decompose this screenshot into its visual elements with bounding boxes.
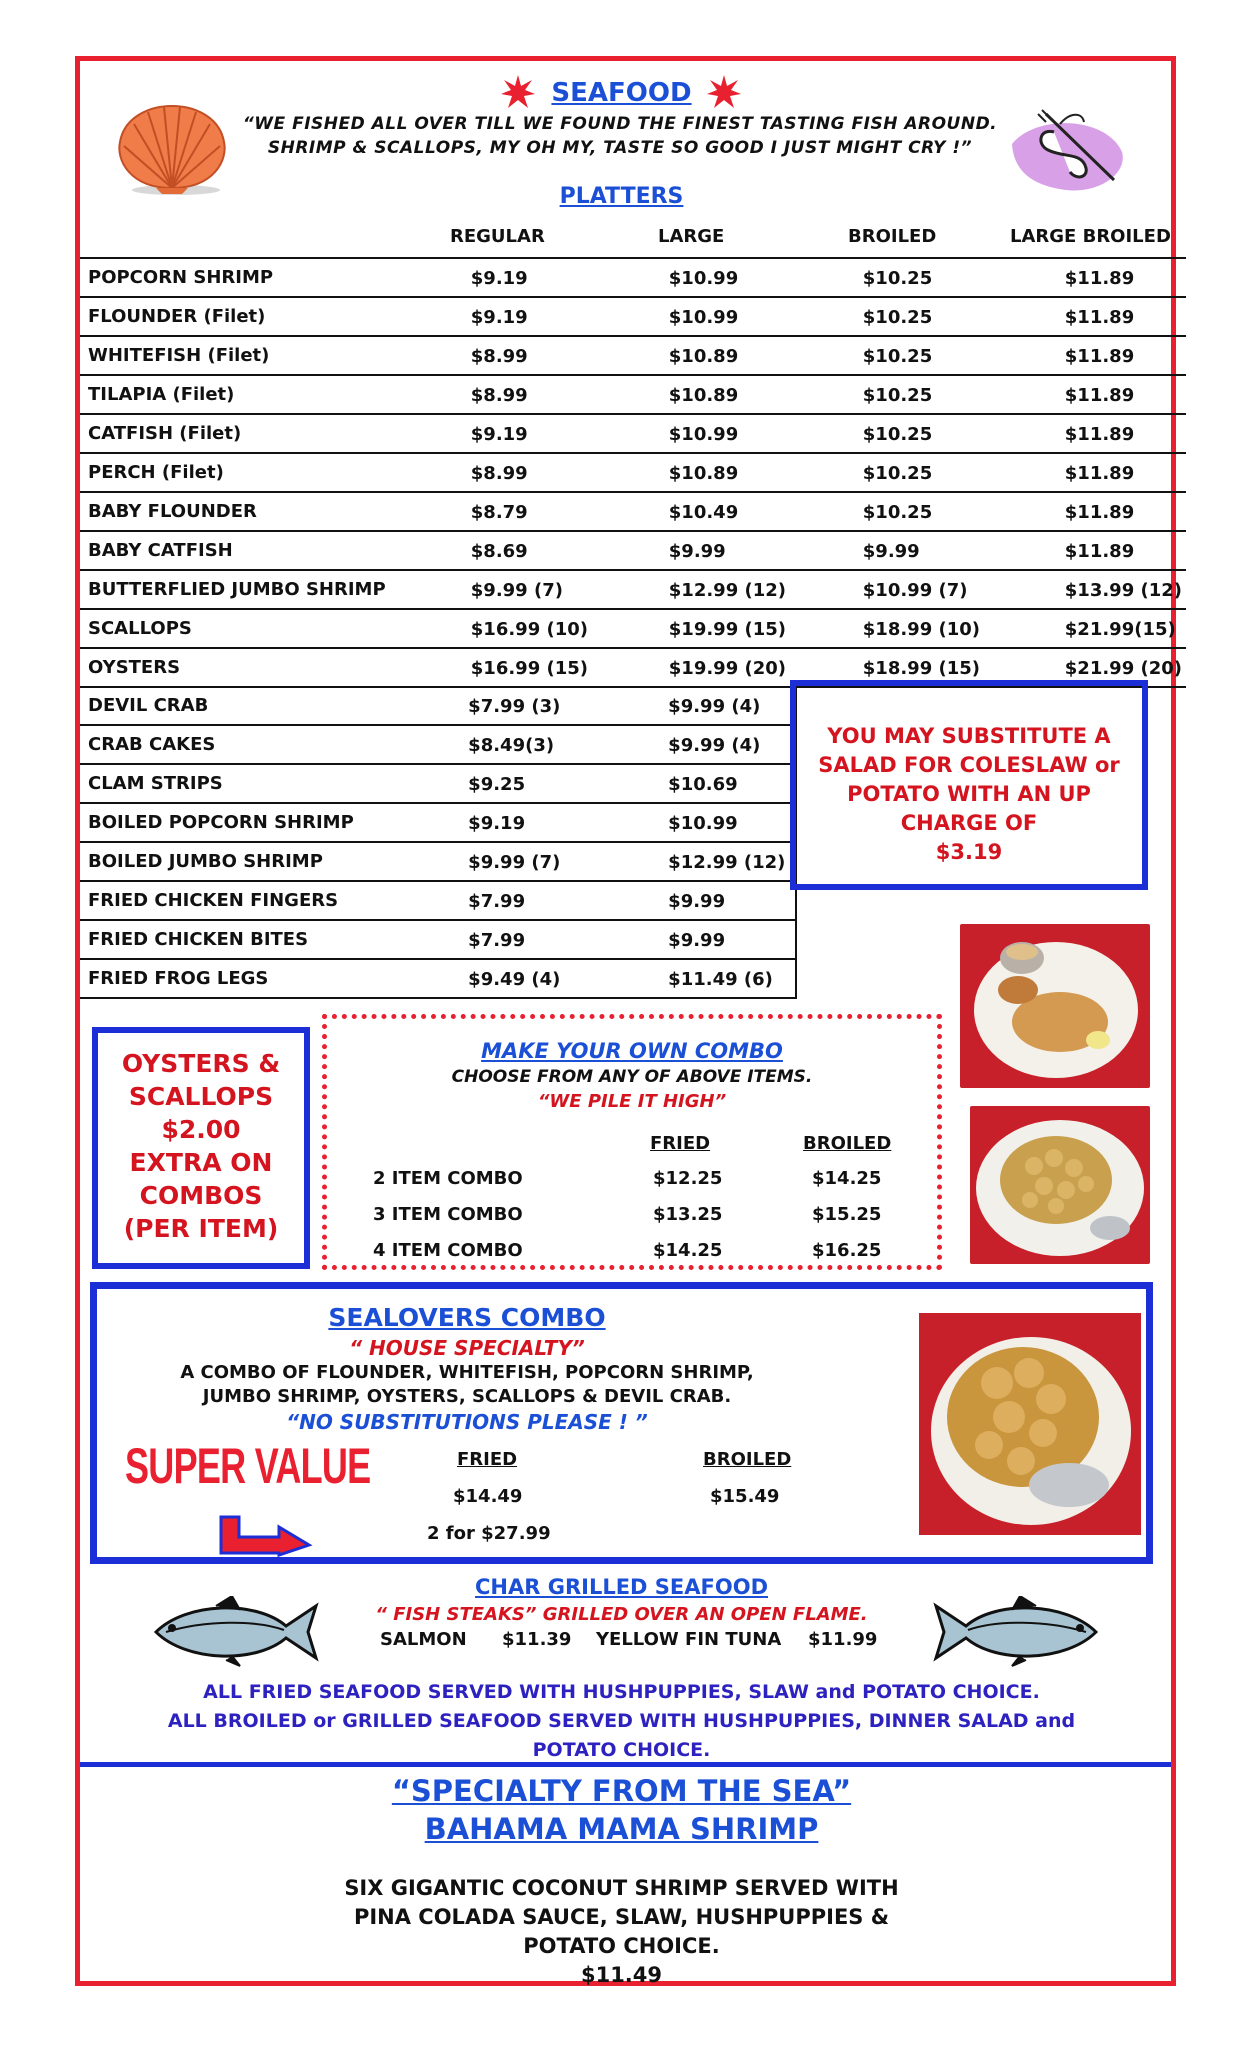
table-row [80,492,1186,531]
price-broiled: $10.25 [862,385,933,406]
price-large-broiled: $11.89 [1064,463,1135,484]
combo-title: MAKE YOUR OWN COMBO [481,1039,783,1063]
price-large-broiled: $21.99(15) [1064,619,1176,640]
item-name: BABY CATFISH [80,531,453,570]
price-regular: $9.19 [468,813,526,834]
bahama-mama-title: BAHAMA MAMA SHRIMP [424,1812,819,1846]
table-row [80,803,796,842]
table-row [80,336,1186,375]
price-regular: $9.49 (4) [468,969,561,990]
item-name: FRIED CHICKEN FINGERS [80,881,450,920]
combo-col-fried: FRIED [650,1133,711,1154]
sealovers-col-fried: FRIED [457,1449,518,1470]
price-broiled: $10.25 [862,268,933,289]
price-broiled: $9.99 [862,541,920,562]
price-large: $10.89 [668,463,739,484]
grilled-title: CHAR GRILLED SEAFOOD [475,1575,768,1599]
price-broiled: $18.99 (10) [862,619,980,640]
sealovers-note: “NO SUBSTITUTIONS PLEASE ! ” [286,1410,648,1434]
price-regular: $9.25 [468,774,526,795]
price-large: $9.99 (4) [668,696,761,717]
combo-fried-price: $13.25 [653,1204,723,1225]
photo-fish-platter [960,924,1150,1088]
price-large-broiled: $11.89 [1064,424,1135,445]
item-name: CLAM STRIPS [80,764,450,803]
price-large-broiled: $13.99 (12) [1064,580,1182,601]
price-regular: $7.99 [468,930,526,951]
specialty-desc-3: POTATO CHOICE. [523,1934,720,1958]
sealovers-specialty: “ HOUSE SPECIALTY” [349,1336,585,1360]
price-regular: $9.99 (7) [468,852,561,873]
price-regular: $8.99 [470,346,528,367]
section-platters-title: PLATTERS [559,184,684,209]
combo-col-broiled: BROILED [803,1133,892,1154]
price-broiled: $10.25 [862,424,933,445]
price-regular: $16.99 (10) [470,619,588,640]
item-name: FRIED FROG LEGS [80,959,450,998]
price-broiled: $10.25 [862,307,933,328]
item-name: PERCH (Filet) [80,453,453,492]
sealovers-deal: 2 for $27.99 [427,1523,551,1544]
combo-name: 4 ITEM COMBO [373,1240,523,1261]
table-row [80,570,1186,609]
price-regular: $7.99 [468,891,526,912]
price-regular: $8.79 [470,502,528,523]
combo-broiled-price: $14.25 [812,1168,882,1189]
price-regular: $8.49(3) [468,735,555,756]
price-large: $19.99 (15) [668,619,786,640]
shrimp-fork-icon [1006,104,1128,196]
price-regular: $9.99 (7) [470,580,563,601]
sealovers-desc-2: JUMBO SHRIMP, OYSTERS, SCALLOPS & DEVIL CRAB. [202,1386,732,1407]
salmon-price: $11.39 [502,1629,572,1650]
item-name: CATFISH (Filet) [80,414,453,453]
price-large: $10.99 [668,424,739,445]
item-name: BOILED POPCORN SHRIMP [80,803,450,842]
photo-popcorn-shrimp [970,1106,1150,1264]
price-large-broiled: $11.89 [1064,346,1135,367]
served-note-2: ALL BROILED or GRILLED SEAFOOD SERVED WITH HUSHPUPPIES, DINNER SALAD and [167,1710,1076,1732]
combo-broiled-price: $15.25 [812,1204,882,1225]
platters-table-short [80,687,797,999]
combo-subtitle: CHOOSE FROM ANY OF ABOVE ITEMS. [451,1067,813,1087]
table-row [80,920,796,959]
item-name: TILAPIA (Filet) [80,375,453,414]
price-large: $10.99 [668,307,739,328]
price-broiled: $10.99 (7) [862,580,968,601]
price-large: $9.99 [668,541,726,562]
item-name: DEVIL CRAB [80,687,450,725]
table-row [80,414,1186,453]
fish-icon [136,1596,322,1668]
price-large-broiled: $11.89 [1064,268,1135,289]
item-name: BOILED JUMBO SHRIMP [80,842,450,881]
tuna-price: $11.99 [808,1629,878,1650]
super-value-badge: SUPER VALUE [125,1438,371,1494]
price-large: $10.99 [668,813,738,834]
table-row [80,375,1186,414]
item-name: WHITEFISH (Filet) [80,336,453,375]
sealovers-box [90,1282,1153,1564]
sealovers-broiled-price: $15.49 [710,1486,780,1507]
price-regular: $8.69 [470,541,528,562]
price-large: $11.49 (6) [668,969,773,990]
table-row [80,881,796,920]
item-name: FRIED CHICKEN BITES [80,920,450,959]
price-broiled: $10.25 [862,502,933,523]
item-name: CRAB CAKES [80,725,450,764]
scallop-shell-icon [110,102,234,196]
specialty-title: “SPECIALTY FROM THE SEA” [391,1774,852,1808]
table-row [80,531,1186,570]
item-name: POPCORN SHRIMP [80,259,453,297]
price-large: $10.99 [668,268,739,289]
table-row [80,297,1186,336]
price-broiled: $18.99 (15) [862,658,980,679]
table-row [80,725,796,764]
combo-fried-price: $12.25 [653,1168,723,1189]
table-row [80,609,1186,648]
col-header-large-broiled: LARGE BROILED [1010,226,1171,247]
table-row [80,764,796,803]
combo-tagline: “WE PILE IT HIGH” [537,1091,727,1112]
sealovers-col-broiled: BROILED [703,1449,792,1470]
price-large-broiled: $11.89 [1064,502,1135,523]
specialty-desc-1: SIX GIGANTIC COCONUT SHRIMP SERVED WITH [344,1876,899,1900]
price-large-broiled: $11.89 [1064,307,1135,328]
item-name: FLOUNDER (Filet) [80,297,453,336]
combo-fried-price: $14.25 [653,1240,723,1261]
combo-broiled-price: $16.25 [812,1240,882,1261]
col-header-broiled: BROILED [848,226,937,247]
divider-bar [80,1762,1171,1767]
combo-box [322,1014,942,1270]
table-row [80,687,796,725]
grilled-subtitle: “ FISH STEAKS” GRILLED OVER AN OPEN FLAME. [375,1604,868,1625]
substitute-note: YOU MAY SUBSTITUTE A SALAD FOR COLESLAW or POTATO WITH AN UP CHARGE OF $3.19 [790,680,1148,890]
price-large: $9.99 (4) [668,735,761,756]
price-regular: $8.99 [470,385,528,406]
oysters-scallops-extra-note: OYSTERS & SCALLOPS $2.00 EXTRA ON COMBOS (PER ITEM) [92,1027,310,1269]
arrow-icon [217,1513,313,1559]
specialty-price: $11.49 [580,1963,663,1987]
served-note-3: POTATO CHOICE. [532,1739,711,1761]
photo-sealovers-combo [919,1313,1141,1535]
price-large-broiled: $11.89 [1064,385,1135,406]
sealovers-fried-price: $14.49 [453,1486,523,1507]
table-row [80,842,796,881]
price-large: $9.99 [668,930,726,951]
price-broiled: $10.25 [862,463,933,484]
sealovers-title: SEALOVERS COMBO [328,1303,606,1332]
price-regular: $9.19 [470,307,528,328]
quote-line-1: “WE FISHED ALL OVER TILL WE FOUND THE FINEST TASTING FISH AROUND. [242,114,998,134]
price-large: $10.49 [668,502,739,523]
price-large: $10.69 [668,774,738,795]
item-name: SCALLOPS [80,609,453,648]
table-row [80,453,1186,492]
specialty-desc-2: PINA COLADA SAUCE, SLAW, HUSHPUPPIES & [353,1905,890,1929]
price-large: $9.99 [668,891,726,912]
col-header-regular: REGULAR [450,226,545,247]
sealovers-desc-1: A COMBO OF FLOUNDER, WHITEFISH, POPCORN SHRIMP, [180,1362,754,1383]
item-name: BUTTERFLIED JUMBO SHRIMP [80,570,453,609]
price-large: $12.99 (12) [668,580,786,601]
combo-name: 2 ITEM COMBO [373,1168,523,1189]
price-regular: $8.99 [470,463,528,484]
table-row [80,959,796,998]
price-regular: $7.99 (3) [468,696,561,717]
price-broiled: $10.25 [862,346,933,367]
price-large: $10.89 [668,385,739,406]
fish-icon [930,1596,1116,1668]
page-title: SEAFOOD [551,78,692,108]
price-large-broiled: $21.99 (20) [1064,658,1182,679]
served-note-1: ALL FRIED SEAFOOD SERVED WITH HUSHPUPPIES, SLAW and POTATO CHOICE. [203,1681,1040,1703]
price-regular: $9.19 [470,424,528,445]
salmon-label: SALMON [380,1629,467,1650]
price-large: $10.89 [668,346,739,367]
platters-table [80,259,1186,688]
quote-line-2: SHRIMP & SCALLOPS, MY OH MY, TASTE SO GOOD I JUST MIGHT CRY !” [267,138,973,158]
price-large: $19.99 (20) [668,658,786,679]
price-large: $12.99 (12) [668,852,786,873]
col-header-large: LARGE [658,226,725,247]
item-name: OYSTERS [80,648,453,687]
item-name: BABY FLOUNDER [80,492,453,531]
price-large-broiled: $11.89 [1064,541,1135,562]
price-regular: $16.99 (15) [470,658,588,679]
table-row [80,259,1186,297]
price-regular: $9.19 [470,268,528,289]
tuna-label: YELLOW FIN TUNA [596,1629,782,1650]
combo-name: 3 ITEM COMBO [373,1204,523,1225]
